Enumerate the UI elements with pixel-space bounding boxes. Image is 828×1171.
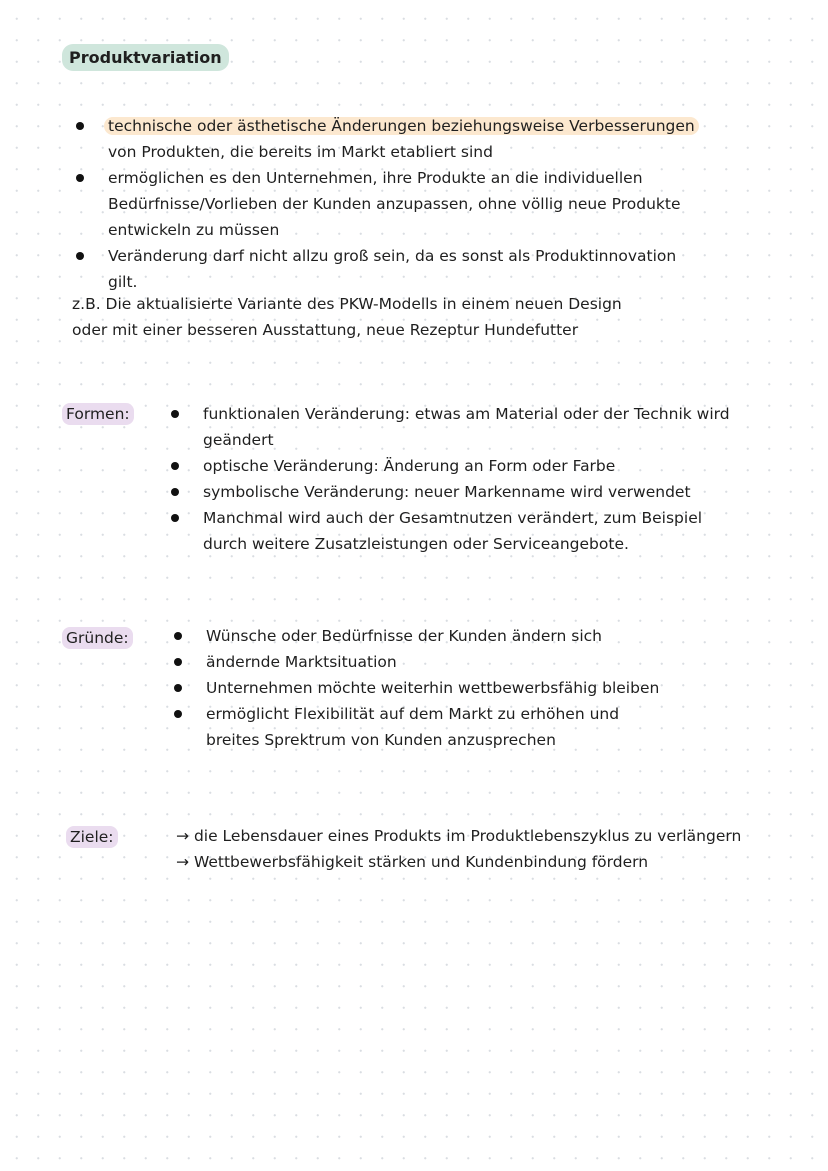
list-item: Unternehmen möchte weiterhin wettbewerbsfähig bleiben [206, 675, 806, 701]
list-item: funktionalen Veränderung: etwas am Material oder der Technik wird geändert [203, 401, 813, 453]
highlighted-text: technische oder ästhetische Änderungen beziehungsweise Verbesserungen [104, 117, 699, 135]
gruende-list [206, 623, 806, 753]
example-text: z.B. Die aktualisierte Variante des PKW-Modells in einem neuen Design oder mit einer besseren Ausstattung, neue Rezeptur Hundefutter [72, 295, 622, 339]
section-label-formen: Formen: [62, 403, 134, 425]
bullet-icon [76, 122, 84, 130]
list-item: ermöglichen es den Unternehmen, ihre Produkte an die individuellen Bedürfnisse/Vorlieben der Kunden anzupassen, ohne völlig neue Produkte entwickeln zu müssen [108, 165, 808, 243]
list-item: Veränderung darf nicht allzu groß sein, da es sonst als Produktinnovation gilt. [108, 243, 808, 295]
bullet-icon [171, 488, 179, 496]
list-item: → Wettbewerbsfähigkeit stärken und Kundenbindung fördern [176, 853, 649, 871]
list-item: technische oder ästhetische Änderungen beziehungsweise Verbesserungen von Produkten, die bereits im Markt etabliert sind [108, 113, 808, 165]
list-item: Wünsche oder Bedürfnisse der Kunden ändern sich [206, 623, 806, 649]
list-item: Manchmal wird auch der Gesamtnutzen verändert, zum Beispiel durch weitere Zusatzleistungen oder Serviceangebote. [203, 505, 813, 557]
bullet-icon [76, 252, 84, 260]
bullet-icon [171, 514, 179, 522]
list-item: → die Lebensdauer eines Produkts im Produktlebenszyklus zu verlängern [176, 827, 742, 845]
bullet-icon [174, 684, 182, 692]
bullet-icon [171, 410, 179, 418]
bullet-icon [174, 632, 182, 640]
page-title: Produktvariation [62, 44, 229, 71]
list-item: ermöglicht Flexibilität auf dem Markt zu erhöhen und breites Sprektrum von Kunden anzusprechen [206, 701, 806, 753]
section-label-ziele: Ziele: [66, 826, 118, 848]
intro-list [108, 113, 808, 295]
formen-list [203, 401, 813, 557]
bullet-icon [174, 658, 182, 666]
section-label-gruende: Gründe: [62, 627, 133, 649]
ziele-list [176, 823, 741, 875]
bullet-icon [171, 462, 179, 470]
list-item: symbolische Veränderung: neuer Markenname wird verwendet [203, 479, 813, 505]
arrow-right-icon: → [176, 827, 189, 845]
arrow-right-icon: → [176, 853, 189, 871]
list-item: optische Veränderung: Änderung an Form oder Farbe [203, 453, 813, 479]
list-item: ändernde Marktsituation [206, 649, 806, 675]
bullet-icon [76, 174, 84, 182]
bullet-icon [174, 710, 182, 718]
